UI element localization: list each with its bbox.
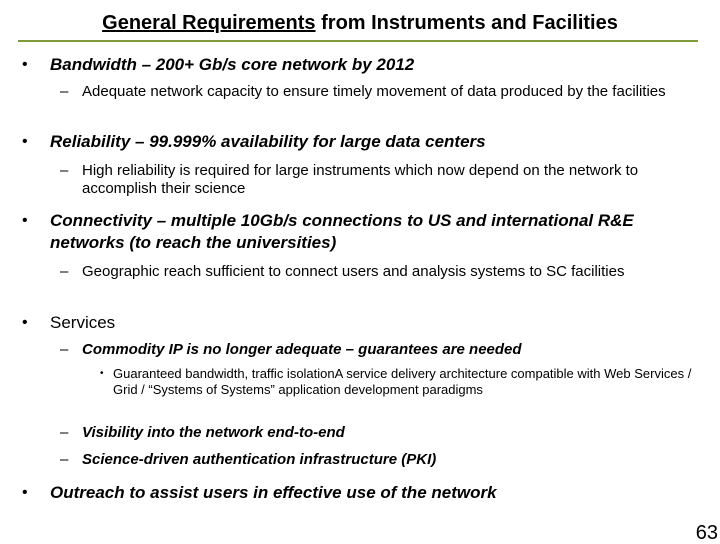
- sub-bullet-text-pki: Science-driven authentication infrastructure (PKI): [82, 451, 437, 468]
- title-rest: from Instruments and Facilities: [315, 12, 618, 34]
- sub-bullet-text: Adequate network capacity to ensure timely movement of data produced by the facilities: [82, 83, 666, 100]
- dash-icon: –: [60, 162, 69, 179]
- sub-bullet-text: Geographic reach sufficient to connect users and analysis systems to SC facilities: [82, 263, 625, 280]
- bullet-icon: •: [22, 212, 28, 229]
- bullet-text-services: Services: [50, 313, 116, 332]
- bullet-icon: •: [22, 314, 28, 331]
- dash-icon: –: [60, 451, 69, 468]
- bullet-text-bandwidth: Bandwidth – 200+ Gb/s core network by 2012: [50, 55, 415, 74]
- title-underlined-part: General Requirements: [102, 12, 316, 34]
- bullet-text-connectivity: Connectivity – multiple 10Gb/s connections to US and international R&E networks (to reach the universities): [50, 211, 634, 252]
- slide-title: [0, 10, 720, 36]
- page-number: 63: [695, 522, 718, 544]
- dash-icon: –: [60, 341, 69, 358]
- sub-bullet-text-commodity-ip: Commodity IP is no longer adequate – guarantees are needed: [82, 341, 522, 358]
- bullet-text-outreach: Outreach to assist users in effective use of the network: [50, 483, 497, 502]
- sub-bullet-text: High reliability is required for large instruments which now depend on the network to accomplish their science: [82, 162, 639, 197]
- dash-icon: –: [60, 83, 69, 100]
- sub-bullet-text-visibility: Visibility into the network end-to-end: [82, 424, 345, 441]
- bullet-icon: •: [22, 133, 28, 150]
- dash-icon: –: [60, 424, 69, 441]
- sub-sub-bullet-icon: •: [100, 368, 104, 379]
- sub-sub-bullet-text: Guaranteed bandwidth, traffic isolationA service delivery architecture compatible with Web Services / Grid / “Systems of Systems” application development paradigms: [113, 366, 692, 397]
- title-divider: [18, 40, 698, 42]
- bullet-text-reliability: Reliability – 99.999% availability for large data centers: [50, 132, 486, 151]
- bullet-icon: •: [22, 56, 28, 73]
- dash-icon: –: [60, 263, 69, 280]
- bullet-icon: •: [22, 484, 28, 501]
